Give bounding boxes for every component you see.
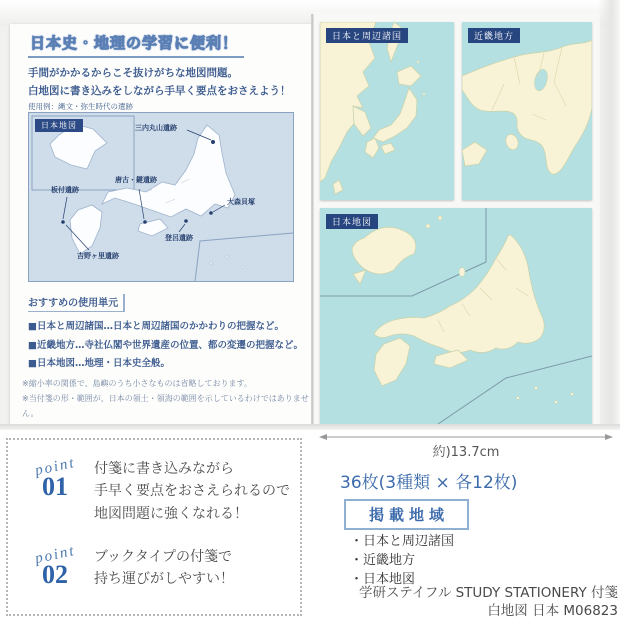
recommended-unit: ■日本地図…地理・日本史全般。 <box>28 358 170 370</box>
booklet-left-page <box>10 24 312 426</box>
point-01-badge <box>22 456 88 500</box>
pad-japan-and-neighbors <box>320 22 454 200</box>
point-01-text: 付箋に書き込みながら 手早く要点をおさえられるので 地図問題に強くなれる！ <box>94 461 290 522</box>
example-map <box>28 112 294 282</box>
region-item: ・日本地図 <box>350 571 416 587</box>
point-word: point <box>33 542 77 568</box>
pad-kinki-region <box>462 22 592 200</box>
point-number: 02 <box>42 560 68 589</box>
width-dimension-label: 約)13.7cm <box>432 445 500 460</box>
pad-label-chip: 日本と周辺諸国 <box>326 28 408 43</box>
footnotes <box>22 376 312 422</box>
regions-list <box>350 533 454 590</box>
kinki-map-svg <box>462 22 592 200</box>
recommended-units-list <box>28 318 303 374</box>
region-item: ・日本と周辺諸国 <box>350 534 455 549</box>
sheet-count: 36枚(3種類 × 各12枚) <box>340 473 518 493</box>
point-word: point <box>33 454 77 480</box>
point-02-text: ブックタイプの付箋で 持ち運びがしやすい！ <box>94 549 234 588</box>
booklet-spine <box>311 14 314 426</box>
booklet-title: 日本史・地理の学習に便利！ <box>28 32 244 58</box>
site-label-toro: 登呂遺跡 <box>165 234 193 242</box>
footnote: ※当付箋の形・範囲が、日本の領土・領海の範囲を示しているわけではありません。 <box>22 394 309 419</box>
selling-points-box <box>6 438 302 616</box>
point-01 <box>22 456 290 525</box>
site-label-karako-kagi: 唐古・鍵遺跡 <box>115 176 157 184</box>
footnote: ※縮小率の関係で、島嶼のうち小さなものは省略しております。 <box>22 379 252 388</box>
recommended-unit: ■近畿地方…寺社仏閣や世界遺産の位置、都の変遷の把握など。 <box>28 339 303 351</box>
point-02-badge <box>22 544 88 588</box>
map-label-chip: 日本地図 <box>35 119 83 132</box>
japan-map-svg <box>320 208 592 424</box>
site-label-itazuke: 板付遺跡 <box>51 186 79 194</box>
site-label-yoshinogari: 吉野ヶ里遺跡 <box>77 252 119 260</box>
region-item: ・近畿地方 <box>350 552 416 568</box>
package-bottom-edge <box>0 424 620 430</box>
product-name <box>306 585 618 620</box>
regions-heading-box: 掲載地域 <box>344 499 469 530</box>
intro-line-2: 白地図に書き込みをしながら手早く要点をおさえよう！ <box>28 85 291 98</box>
product-name-line-1: 学研ステイフル STUDY STATIONERY 付箋 <box>358 585 618 601</box>
recommended-units-heading: おすすめの使用単元 <box>28 294 125 312</box>
product-name-line-2: 白地図 日本 M06823 <box>487 602 618 619</box>
japan-neighbors-map-svg <box>320 22 454 200</box>
site-label-omori: 大森貝塚 <box>227 198 255 206</box>
example-caption: 使用例：縄文・弥生時代の遺跡 <box>28 102 133 111</box>
site-label-sannai-maruyama: 三内丸山遺跡 <box>135 124 177 132</box>
plastic-wrap-right <box>598 0 620 430</box>
booklet-intro <box>28 64 291 101</box>
point-02 <box>22 544 234 591</box>
point-number: 01 <box>42 472 68 501</box>
pad-label-chip: 近畿地方 <box>468 28 520 43</box>
pad-label-chip: 日本地図 <box>326 214 378 229</box>
recommended-unit: ■日本と周辺諸国…日本と周辺諸国のかかわりの把握など。 <box>28 321 284 332</box>
pad-japan-map <box>320 208 592 424</box>
intro-line-1: 手間がかかるからこそ抜けがちな地図問題。 <box>28 67 238 79</box>
